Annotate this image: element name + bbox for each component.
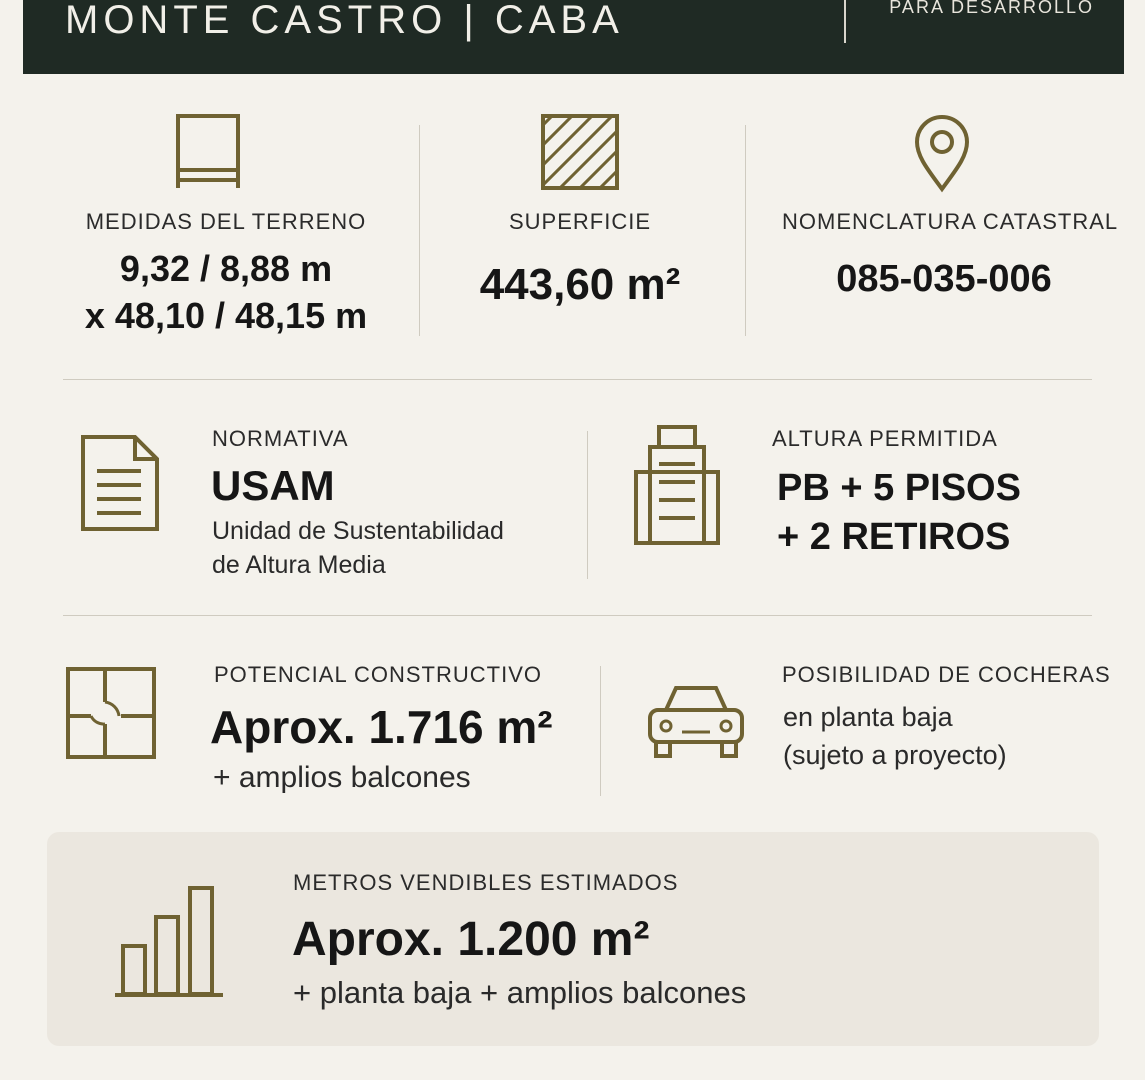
header-bar (23, 0, 1124, 74)
vendibles-value: Aprox. 1.200 m² (292, 913, 650, 966)
divider (587, 431, 588, 579)
medidas-label: MEDIDAS DEL TERRENO (85, 209, 367, 234)
divider (63, 615, 1092, 616)
nomenclatura-label: NOMENCLATURA CATASTRAL (782, 209, 1119, 234)
medidas-value-line2: x 48,10 / 48,15 m (84, 295, 368, 336)
divider (419, 125, 420, 336)
page-title: MONTE CASTRO | CABA (65, 0, 624, 42)
potencial-desc: + amplios balcones (213, 761, 471, 794)
potencial-label: POTENCIAL CONSTRUCTIVO (214, 662, 542, 687)
normativa-desc-line1: Unidad de Sustentabilidad (212, 517, 504, 545)
document-icon (79, 433, 161, 533)
lot-outline-icon (174, 112, 242, 192)
divider (745, 125, 746, 336)
divider (600, 666, 601, 796)
normativa-label: NORMATIVA (212, 426, 349, 451)
normativa-desc-line2: de Altura Media (212, 551, 386, 579)
hatched-square-icon (540, 113, 620, 191)
nomenclatura-value: 085-035-006 (836, 258, 1052, 300)
superficie-value: 443,60 m² (479, 260, 681, 309)
cocheras-desc-line2: (sujeto a proyecto) (783, 740, 1007, 770)
medidas-value-line1: 9,32 / 8,88 m (119, 248, 333, 289)
building-icon (632, 424, 722, 546)
divider (63, 379, 1092, 380)
vendibles-label: METROS VENDIBLES ESTIMADOS (293, 870, 679, 895)
superficie-label: SUPERFICIE (508, 209, 652, 234)
normativa-value: USAM (211, 462, 335, 509)
cocheras-label: POSIBILIDAD DE COCHERAS (782, 662, 1111, 687)
altura-value-line2: + 2 RETIROS (777, 516, 1011, 558)
map-pin-icon (913, 113, 971, 193)
cocheras-desc-line1: en planta baja (783, 702, 953, 732)
header-subtitle: PARA DESARROLLO (889, 0, 1094, 17)
potencial-value: Aprox. 1.716 m² (210, 701, 553, 753)
bar-chart-icon (113, 884, 225, 1000)
car-icon (646, 682, 746, 762)
floor-plan-icon (65, 666, 157, 760)
header-divider (844, 0, 846, 43)
altura-label: ALTURA PERMITIDA (772, 426, 998, 451)
vendibles-desc: + planta baja + amplios balcones (293, 975, 747, 1010)
altura-value-line1: PB + 5 PISOS (777, 467, 1021, 509)
